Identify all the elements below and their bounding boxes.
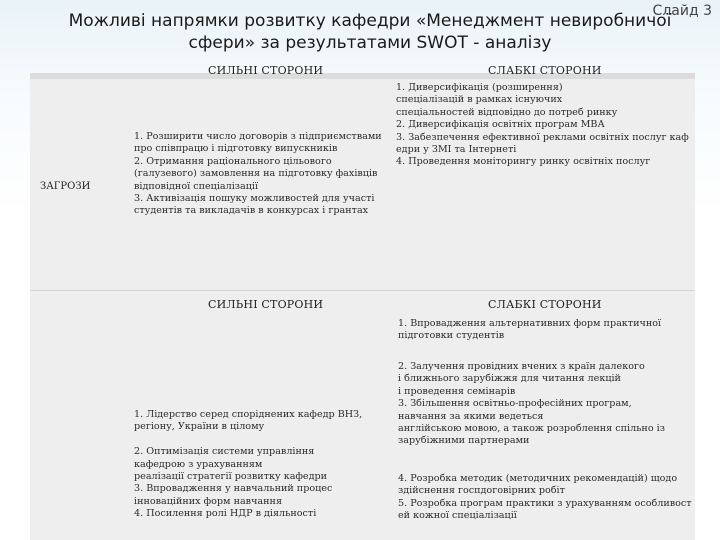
cell-strengths: 1. Лідерство серед споріднених кафедр ВНЗ, регіону, України в цілому 2. Оптимізація системи управління кафедрою з урахуванням реалізації стратегії розвитку кафедри 3. Впровадження у навчальний процес інноваційних форм навчання 4. Посилення ролі НДР в діяльності: [134, 409, 363, 520]
cell-weaknesses-1: 1. Впровадження альтернативних форм практичної підготовки студентів: [398, 318, 662, 342]
cell-weaknesses-3: 4. Розробка методик (методичних рекомендацій) щодо здійснення госпдоговірних робіт 5. Розробка програм практики з урахуванням особливост ей кожної спеціалізації: [398, 473, 692, 522]
slide-title: Можливі напрямки розвитку кафедри «Менеджмент невиробничої сфери» за результатами SWOT - аналізу: [68, 11, 672, 53]
header-weaknesses-2: СЛАБКІ СТОРОНИ: [488, 298, 602, 311]
header-strengths-2: СИЛЬНІ СТОРОНИ: [208, 298, 324, 311]
row-label-threats: ЗАГРОЗИ: [40, 181, 91, 192]
cell-weaknesses-2: 2. Залучення провідних вчених з країн далекого і ближнього зарубіжжя для читання лекцій і проведення семінарів 3. Збільшення освітньо-професійних програм, навчання за якими ведеться англійською мовою, а також розроблення спільно із зарубіжними партнерами: [398, 361, 665, 447]
header-weaknesses-1: СЛАБКІ СТОРОНИ: [488, 64, 602, 77]
cell-strengths-threats: 1. Розширити число договорів з підприємствами про співпрацю і підготовку випускників 2. Отримання раціонального цільового (галузевого) замовлення на підготовку фахівців відповідної спеціалізації 3. Активізація пошуку можливостей для участі студентів та викладачів в конкурсах і грантах: [134, 131, 382, 217]
slide-number: Слайд 3: [652, 3, 712, 19]
header-strengths-1: СИЛЬНІ СТОРОНИ: [208, 64, 324, 77]
table-separator: [30, 290, 695, 291]
cell-weaknesses-threats: 1. Диверсифікація (розширення) спеціалізацій в рамках існуючих спеціальностей відповідно до потреб ринку 2. Диверсифікація освітніх програм МВА 3. Забезпечення ефективної реклами освітніх послуг каф едри у ЗМІ та Інтернеті 4. Проведення моніторингу ринку освітніх послуг: [396, 82, 689, 168]
